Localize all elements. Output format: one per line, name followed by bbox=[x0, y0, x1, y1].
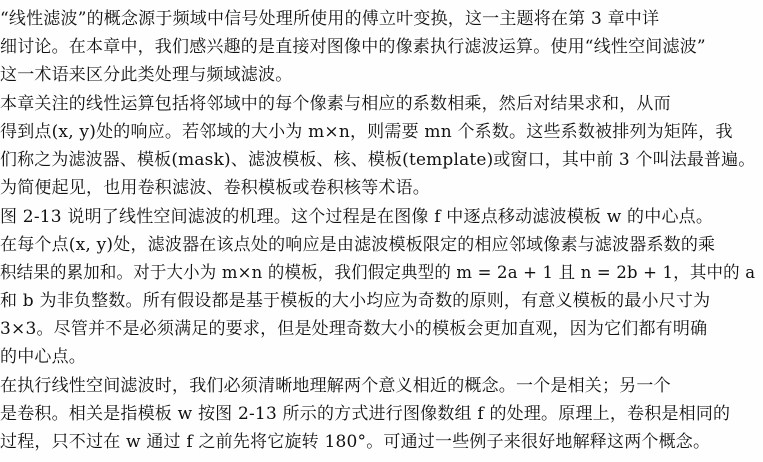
text-line-12: 3×3。尽管并不是必须满足的要求，但是处理奇数大小的模板会更加直观，因为它们都有明确 bbox=[0, 319, 708, 339]
text-line-6: 们称之为滤波器、模板(mask)、滤波模板、核、模板(template)或窗口，其中前 3 个叫法最普遍。 bbox=[0, 150, 756, 170]
text-line-13: 的中心点。 bbox=[0, 347, 86, 367]
text-line-7: 为简便起见，也用卷积滤波、卷积模板或卷积核等术语。 bbox=[0, 178, 430, 198]
text-line-16: 过程，只不过在 w 通过 f 之前先将它旋转 180°。可通过一些例子来很好地解释这两个概念。 bbox=[0, 432, 711, 452]
text-line-15: 是卷积。相关是指模板 w 按图 2-13 所示的方式进行图像数组 f 的处理。原理上，卷积是相同的 bbox=[0, 404, 731, 424]
text-line-4: 本章关注的线性运算包括将邻域中的每个像素与相应的系数相乘，然后对结果求和，从而 bbox=[0, 94, 671, 114]
text-line-9: 在每个点(x, y)处，滤波器在该点处的响应是由滤波模板限定的相应邻域像素与滤波器系数的乘 bbox=[0, 235, 716, 255]
text-line-3: 这一术语来区分此类处理与频域滤波。 bbox=[0, 65, 293, 85]
text-line-11: 和 b 为非负整数。所有假设都是基于模板的大小均应为奇数的原则，有意义模板的最小尺寸为 bbox=[0, 291, 711, 311]
text-line-8: 图 2-13 说明了线性空间滤波的机理。这个过程是在图像 f 中逐点移动滤波模板 w 的中心点。 bbox=[0, 207, 714, 227]
text-line-14: 在执行线性空间滤波时，我们必须清晰地理解两个意义相近的概念。一个是相关；另一个 bbox=[0, 376, 671, 396]
text-line-5: 得到点(x, y)处的响应。若邻域的大小为 m×n，则需要 mn 个系数。这些系数被排列为矩阵，我 bbox=[0, 122, 733, 142]
text-line-2: 细讨论。在本章中，我们感兴趣的是直接对图像中的像素执行滤波运算。使用“线性空间滤波” bbox=[0, 37, 706, 57]
text-line-10: 积结果的累加和。对于大小为 m×n 的模板，我们假定典型的 m = 2a + 1 且 n = 2b + 1，其中的 a bbox=[0, 263, 756, 283]
text-line-1: “线性滤波”的概念源于频域中信号处理所使用的傅立叶变换，这一主题将在第 3 章中详 bbox=[0, 9, 660, 29]
